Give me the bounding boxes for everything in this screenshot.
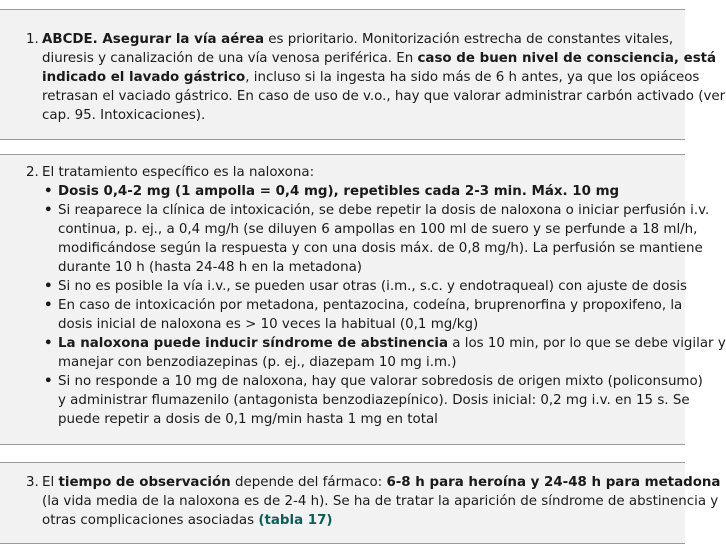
- text-run: continua, p. ej., a 0,4 mg/h (se diluyen 6 ampollas en 100 ml de suero y se perfunde a 18 ml/h,: [58, 222, 698, 237]
- bold-text: La naloxona puede inducir síndrome de abstinencia: [58, 336, 449, 351]
- text-run: dosis inicial de naloxona es > 10 veces la habitual (0,1 mg/kg): [58, 317, 479, 332]
- text-run: retrasan el vaciado gástrico. En caso de uso de v.o., hay que valorar administrar carbón activado (ver: [42, 89, 726, 104]
- text-run: durante 10 h (hasta 24-48 h en la metadona): [58, 260, 362, 275]
- section-1-box: [0, 9, 726, 140]
- bullet-line: [58, 296, 682, 315]
- text-run: es prioritario. Monitorización estrecha de constantes vitales,: [264, 32, 674, 47]
- bold-text: Dosis 0,4-2 mg (1 ampolla = 0,4 mg), repetibles cada 2-3 min. Máx. 10 mg: [58, 184, 620, 199]
- bullet-line: [58, 239, 703, 258]
- bullet-marker: •: [44, 298, 53, 313]
- bullet-line: [58, 391, 690, 410]
- bullet-marker: •: [44, 336, 53, 351]
- bullet-line: [58, 220, 697, 239]
- text-run: Si reaparece la clínica de intoxicación, se debe repetir la dosis de naloxona o iniciar perfusión i.v.: [58, 203, 710, 218]
- bullet-line: [58, 334, 726, 353]
- bold-text: ABCDE. Asegurar la vía aérea: [42, 32, 264, 47]
- bold-text: indicado el lavado gástrico: [42, 70, 246, 85]
- bullet-line: [58, 201, 709, 220]
- text-run: y administrar flumazenilo (antagonista benzodiazepínico). Dosis inicial: 0,2 mg i.v. en 15 s. Se: [58, 393, 690, 408]
- text-run: depende del fármaco:: [230, 475, 387, 490]
- text-run: El: [42, 475, 59, 490]
- text-run: manejar con benzodiazepinas (p. ej., diazepam 10 mg i.m.): [58, 355, 457, 370]
- item-number: 3.: [26, 475, 39, 490]
- text-run: cap. 95. Intoxicaciones).: [42, 108, 206, 123]
- table-reference-link[interactable]: (tabla 17): [258, 513, 333, 528]
- bold-text: caso de buen nivel de consciencia, está: [417, 51, 717, 66]
- bullet-marker: •: [44, 374, 53, 389]
- bullet-line: [58, 315, 478, 334]
- section-2-intro: El tratamiento específico es la naloxona:: [42, 165, 315, 180]
- section-2-box: [0, 154, 726, 445]
- bullet-line: [58, 410, 438, 429]
- paragraph-line: [42, 30, 673, 49]
- section-3-box: [0, 462, 721, 544]
- paragraph-line: [42, 106, 205, 125]
- text-run: (la vida media de la naloxona es de 2-4 h). Se ha de tratar la aparición de síndrome de abstinencia y: [42, 494, 719, 509]
- text-run: En caso de intoxicación por metadona, pentazocina, codeína, bruprenorfina y propoxifeno, la: [58, 298, 683, 313]
- paragraph-line: [42, 87, 725, 106]
- bold-text: tiempo de observación: [58, 475, 231, 490]
- item-number: 2.: [26, 165, 39, 180]
- bullet-line: [58, 277, 687, 296]
- text-run: otras complicaciones asociadas: [42, 513, 259, 528]
- text-run: a los 10 min, por lo que se debe vigilar y: [448, 336, 726, 351]
- bullet-marker: •: [44, 184, 53, 199]
- bullet-line: [58, 258, 362, 277]
- text-run: Si no es posible la vía i.v., se pueden usar otras (i.m., s.c. y endotraqueal) con ajuste de dosis: [58, 279, 688, 294]
- item-number: 1.: [26, 32, 39, 47]
- text-run: Si no responde a 10 mg de naloxona, hay que valorar sobredosis de origen mixto (policonsumo): [58, 374, 703, 389]
- paragraph-line: [42, 492, 718, 511]
- text-run: puede repetir a dosis de 0,1 mg/min hasta 1 mg en total: [58, 412, 438, 427]
- bullet-marker: •: [44, 279, 53, 294]
- text-run: modificándose según la respuesta y con una dosis máx. de 0,8 mg/h). La perfusión se mantiene: [58, 241, 703, 256]
- bullet-line: [58, 353, 457, 372]
- text-run: diuresis y canalización de una vía venosa periférica. En: [42, 51, 418, 66]
- bullet-marker: •: [44, 203, 53, 218]
- paragraph-line: [42, 68, 699, 87]
- bold-text: 6-8 h para heroína y 24-48 h para metadona: [386, 475, 721, 490]
- bullet-line: [58, 372, 703, 391]
- paragraph-line: [42, 511, 333, 530]
- paragraph-line: [42, 473, 720, 492]
- paragraph-line: [42, 49, 716, 68]
- text-run: , incluso si la ingesta ha sido más de 6 h antes, ya que los opiáceos: [245, 70, 700, 85]
- bullet-line: [58, 182, 619, 201]
